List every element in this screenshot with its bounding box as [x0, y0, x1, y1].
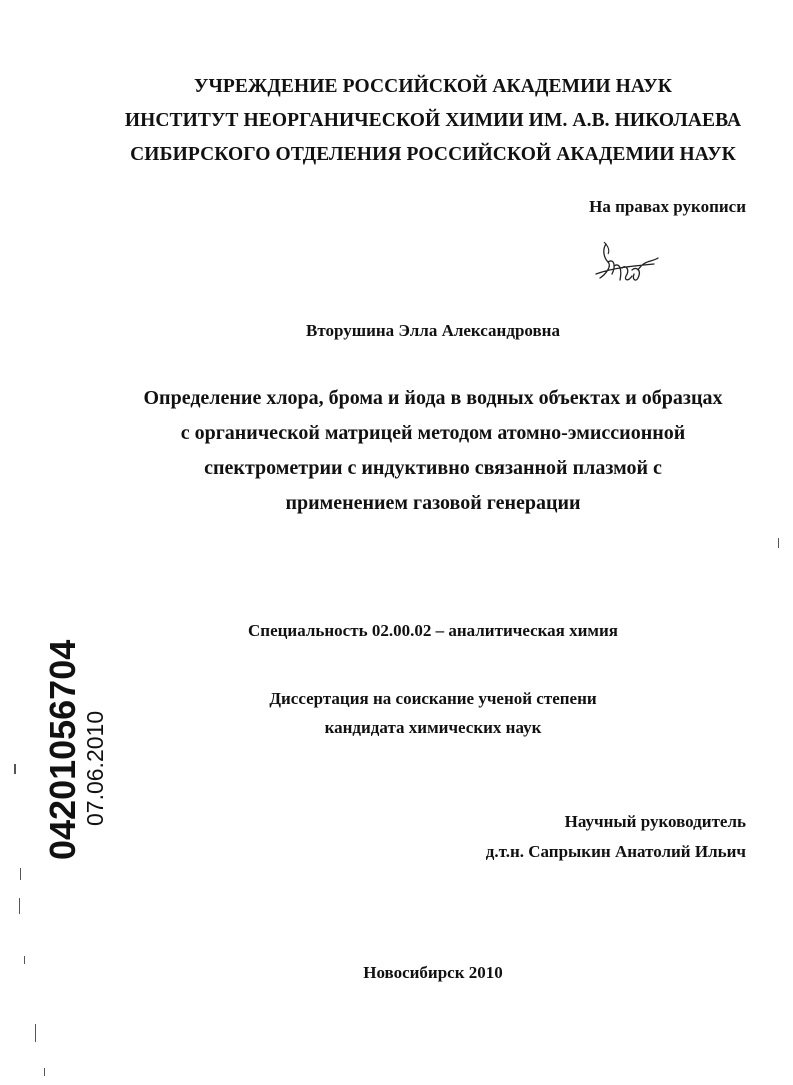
- organization-header: [100, 70, 766, 172]
- author-signature: [592, 240, 662, 290]
- supervisor-block: [486, 807, 746, 867]
- scan-mark: [20, 868, 21, 880]
- thesis-title: [100, 381, 766, 521]
- degree-line-2: кандидата химических наук: [324, 718, 542, 737]
- author-name: Вторушина Элла Александровна: [306, 321, 560, 340]
- supervisor-name: д.т.н. Сапрыкин Анатолий Ильич: [485, 842, 746, 861]
- scan-mark: [35, 1024, 36, 1042]
- thesis-title-line-1: Определение хлора, брома и йода в водных объектах и образцах: [143, 387, 723, 409]
- organization-line-3: СИБИРСКОГО ОТДЕЛЕНИЯ РОССИЙСКОЙ АКАДЕМИИ НАУК: [130, 144, 736, 165]
- scan-mark: [24, 956, 25, 964]
- city-year: Новосибирск 2010: [363, 963, 503, 982]
- supervisor-role: Научный руководитель: [564, 812, 746, 831]
- scan-mark: [14, 764, 16, 774]
- scan-mark: [19, 898, 20, 914]
- scan-mark: [44, 1068, 45, 1076]
- degree-line-1: Диссертация на соискание ученой степени: [269, 689, 597, 708]
- scan-mark: [778, 538, 779, 548]
- specialty: Специальность 02.00.02 – аналитическая химия: [248, 621, 618, 640]
- thesis-title-line-3: спектрометрии с индуктивно связанной плазмой с: [204, 457, 662, 479]
- library-stamp-id: 04201056704: [42, 639, 83, 860]
- degree-statement: [100, 684, 766, 742]
- organization-line-2: ИНСТИТУТ НЕОРГАНИЧЕСКОЙ ХИМИИ ИМ. А.В. НИКОЛАЕВА: [124, 110, 742, 131]
- thesis-title-line-4: применением газовой генерации: [285, 492, 581, 514]
- organization-line-1: УЧРЕЖДЕНИЕ РОССИЙСКОЙ АКАДЕМИИ НАУК: [194, 76, 672, 97]
- manuscript-note: На правах рукописи: [589, 197, 746, 216]
- thesis-title-line-2: с органической матрицей методом атомно-эмиссионной: [180, 422, 686, 444]
- library-stamp-date: 07.06.2010: [82, 710, 108, 826]
